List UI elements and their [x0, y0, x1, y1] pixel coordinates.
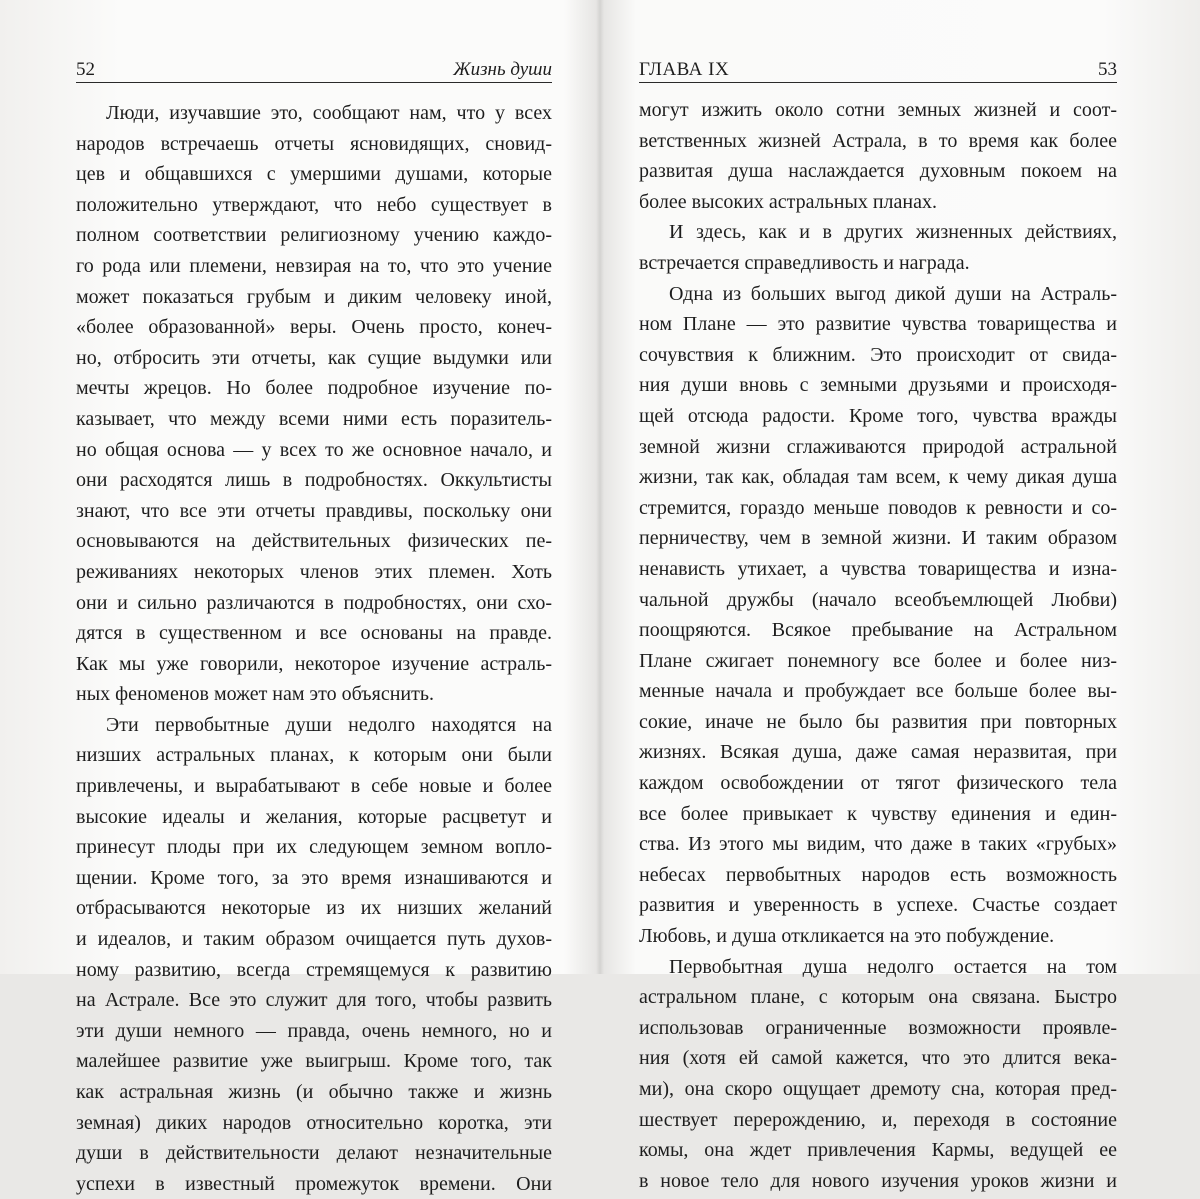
body-text: [639, 95, 1117, 1196]
text-line: Любовь, и душа откликается на это побуждение.: [639, 925, 1055, 948]
page-number: 53: [1098, 59, 1117, 80]
text-line: отбрасываются некоторые из их низших желаний: [76, 897, 552, 920]
text-line: использовав ограниченные возможности проявле-: [639, 1016, 1117, 1039]
book-gutter: [596, 0, 604, 974]
text-line: земная) диких народов относительно коротка, эти: [76, 1111, 552, 1134]
text-line: чальной дружбы (начало всеобъемлющей Любви): [639, 588, 1117, 611]
text-line: встречается справедливость и награда.: [639, 251, 970, 274]
text-line: мечты жрецов. Но более подробное изучение по-: [76, 377, 552, 400]
text-line: ния (хотя ей самой кажется, что это длится века-: [639, 1047, 1117, 1070]
text-line: но общая основа — у всех то же основное начало, и: [76, 438, 552, 461]
text-line: они и сильно различаются в подробностях, они схо-: [76, 591, 552, 614]
text-line: Плане сжигает понемногу все более и более низ-: [639, 649, 1117, 672]
text-line: перничеству, чем в земной жизни. И таким образом: [639, 527, 1117, 550]
text-line: ния души вновь с земными друзьями и происходя-: [639, 374, 1117, 397]
text-line: ных феноменов может нам это объяснить.: [76, 683, 434, 706]
text-line: Эти первобытные души недолго находятся на: [106, 713, 552, 736]
text-line: щей отсюда радости. Кроме того, чувства вражды: [639, 404, 1117, 427]
running-head: [76, 58, 552, 82]
text-line: земной жизни сглаживаются природой астральной: [639, 435, 1117, 458]
text-line: казывает, что между всеми ними есть поразитель-: [76, 407, 552, 430]
text-line: положительно утверждают, что небо существует в: [76, 193, 552, 216]
text-line: реживаниях некоторых членов этих племен. Хоть: [76, 560, 552, 583]
text-line: развития и уверенность в успехе. Счастье создает: [639, 894, 1117, 917]
text-line: эти души немного — правда, очень немного, но и: [76, 1019, 552, 1042]
text-line: может показаться грубым и диким человеку иной,: [76, 285, 552, 308]
text-line: жизни, так как, обладая там всем, к чему дикая душа: [639, 466, 1117, 489]
text-line: цев и общавшихся с умершими душами, которые: [76, 163, 552, 186]
header-rule: [639, 82, 1117, 83]
text-line: более высоких астральных планах.: [639, 190, 937, 213]
text-line: высокие идеалы и желания, которые расцветут и: [76, 805, 552, 828]
text-line: но, отбросить эти отчеты, как сущие выдумки или: [76, 346, 552, 369]
text-line: полном соответствии религиозному учению каждо-: [76, 224, 552, 247]
text-line: Первобытная душа недолго остается на том: [669, 955, 1117, 978]
body-text: [76, 98, 552, 1199]
text-line: Люди, изучавшие это, сообщают нам, что у всех: [106, 102, 552, 124]
text-line: все более привыкает к чувству единения и един-: [639, 802, 1117, 825]
text-line: ветственных жизней Астрала, в то время как более: [639, 129, 1117, 152]
text-line: малейшее развитие уже выигрыш. Кроме того, так: [76, 1050, 552, 1073]
text-line: каждом освобождении от тягот физического тела: [639, 772, 1117, 795]
text-line: низших астральных планах, к которым они были: [76, 744, 552, 767]
right-page: [639, 0, 1117, 1192]
text-line: на Астрале. Все это служит для того, чтобы развить: [76, 989, 552, 1012]
text-line: менные начала и пробуждает все больше более вы-: [639, 680, 1117, 703]
text-line: щении. Кроме того, за это время изнашиваются и: [76, 866, 552, 889]
text-line: астральном плане, с которым она связана. Быстро: [639, 986, 1117, 1009]
text-line: знают, что все эти отчеты правдивы, поскольку они: [76, 499, 552, 522]
text-line: в новое тело для нового изучения уроков жизни и: [639, 1169, 1117, 1192]
text-line: развитая душа наслаждается духовным покоем на: [639, 160, 1117, 183]
running-title: ГЛАВА IX: [639, 59, 730, 80]
text-line: ми), она скоро ощущает дремоту сна, которая пред-: [639, 1078, 1117, 1100]
text-line: ненависть утихает, а чувства товарищества и изна-: [639, 557, 1117, 580]
text-line: «более образованной» веры. Очень просто, конеч-: [76, 316, 552, 339]
text-line: Одна из больших выгод дикой души на Астраль-: [669, 282, 1117, 305]
text-line: могут изжить около сотни земных жизней и соот-: [639, 99, 1117, 121]
text-line: сокие, иначе не было бы развития при повторных: [639, 710, 1117, 733]
text-line: стремится, гораздо меньше поводов к ревности и со-: [639, 496, 1117, 519]
left-page: [76, 0, 552, 1195]
running-head: [639, 58, 1117, 82]
text-line: поощряются. Всякое пребывание на Астральном: [639, 619, 1117, 642]
running-title: Жизнь души: [453, 59, 552, 80]
text-line: как астральная жизнь (и обычно также и жизнь: [76, 1081, 552, 1103]
text-line: принесут плоды при их следующем земном вопло-: [76, 836, 552, 859]
text-line: народов встречаешь отчеты ясновидящих, сновид-: [76, 132, 552, 155]
text-line: комы, она ждет привлечения Кармы, ведущей ее: [639, 1139, 1117, 1162]
text-line: привлечены, и вырабатывают в себе новые и более: [76, 775, 552, 798]
text-line: Как мы уже говорили, некоторое изучение астраль-: [76, 652, 552, 675]
text-line: И здесь, как и в других жизненных действиях,: [669, 221, 1117, 244]
text-line: дятся в существенном и все основаны на правде.: [76, 622, 552, 645]
text-line: ства. Из этого мы видим, что даже в таких «грубых»: [639, 833, 1117, 856]
text-line: ному развитию, всегда стремящемуся к развитию: [76, 958, 552, 981]
text-line: жизнях. Всякая душа, даже самая неразвитая, при: [639, 741, 1117, 764]
text-line: они расходятся лишь в подробностях. Оккультисты: [76, 469, 552, 492]
text-line: сочувствия к ближним. Это происходит от свида-: [639, 343, 1117, 366]
text-line: ном Плане — это развитие чувства товарищества и: [639, 313, 1117, 336]
text-line: и идеалов, и таким образом очищается путь духов-: [76, 928, 552, 951]
text-line: основываются на действительных физических пе-: [76, 530, 552, 553]
text-line: го рода или племени, невзирая на то, что это учение: [76, 254, 552, 277]
page-number: 52: [76, 59, 95, 80]
text-line: небесах первобытных народов есть возможность: [639, 863, 1117, 886]
text-line: души в действительности делают незначительные: [76, 1142, 552, 1165]
text-line: успехи в известный промежуток времени. Они: [76, 1172, 552, 1195]
header-rule: [76, 82, 552, 83]
text-line: шествует перерождению, и, переходя в состояние: [639, 1108, 1117, 1131]
